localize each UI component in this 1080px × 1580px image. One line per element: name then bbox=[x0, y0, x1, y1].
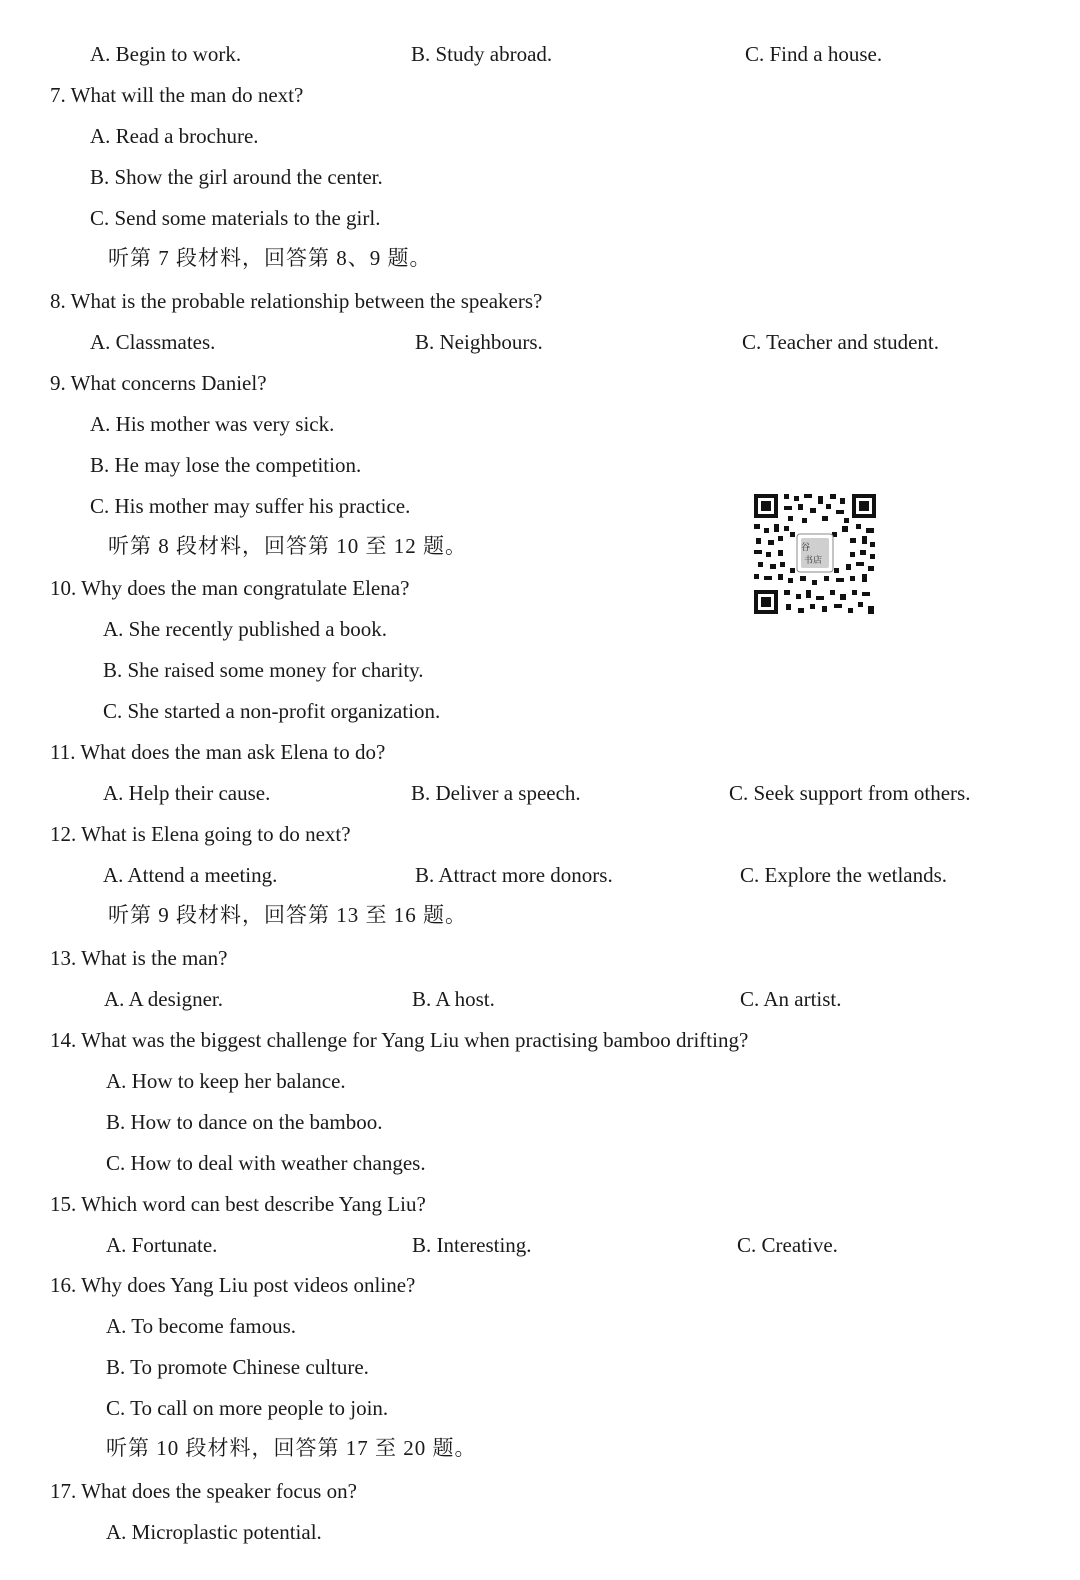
q9-option-c: C. His mother may suffer his practice. bbox=[90, 494, 411, 518]
q7-option-b: B. Show the girl around the center. bbox=[90, 165, 383, 189]
q7-option-c: C. Send some materials to the girl. bbox=[90, 206, 381, 230]
q14-question: 14. What was the biggest challenge for Yang Liu when practising bamboo drifting? bbox=[50, 1028, 749, 1052]
q16-question: 16. Why does Yang Liu post videos online? bbox=[50, 1273, 416, 1297]
qr-center-label: 书店 bbox=[804, 555, 823, 565]
q17-question: 17. What does the speaker focus on? bbox=[50, 1479, 357, 1503]
q9-option-b: B. He may lose the competition. bbox=[90, 453, 362, 477]
q16-option-b: B. To promote Chinese culture. bbox=[106, 1355, 369, 1379]
q13-option-b: B. A host. bbox=[412, 987, 495, 1011]
q15-option-a: A. Fortunate. bbox=[106, 1233, 218, 1257]
q12-option-c: C. Explore the wetlands. bbox=[740, 863, 948, 887]
q12-option-a: A. Attend a meeting. bbox=[103, 863, 278, 887]
q16-option-a: A. To become famous. bbox=[106, 1314, 297, 1338]
q15-option-c: C. Creative. bbox=[737, 1233, 838, 1257]
q12-option-b: B. Attract more donors. bbox=[415, 863, 613, 887]
q7-option-a: A. Read a brochure. bbox=[90, 124, 259, 148]
q8-option-b: B. Neighbours. bbox=[415, 330, 543, 354]
q8-option-a: A. Classmates. bbox=[90, 330, 216, 354]
section-heading-10: 听第 10 段材料，回答第 17 至 20 题。 bbox=[106, 1436, 477, 1460]
q9-option-a: A. His mother was very sick. bbox=[90, 412, 335, 436]
q13-question: 13. What is the man? bbox=[50, 946, 228, 970]
q11-option-a: A. Help their cause. bbox=[103, 781, 271, 805]
q11-question: 11. What does the man ask Elena to do? bbox=[50, 740, 386, 764]
q15-question: 15. Which word can best describe Yang Liu? bbox=[50, 1192, 426, 1216]
section-heading-8: 听第 8 段材料，回答第 10 至 12 题。 bbox=[108, 534, 467, 558]
q14-option-c: C. How to deal with weather changes. bbox=[106, 1151, 426, 1175]
q14-option-a: A. How to keep her balance. bbox=[106, 1069, 346, 1093]
q11-option-b: B. Deliver a speech. bbox=[411, 781, 581, 805]
q6-option-a: A. Begin to work. bbox=[90, 42, 242, 66]
q10-option-b: B. She raised some money for charity. bbox=[103, 658, 424, 682]
q14-option-b: B. How to dance on the bamboo. bbox=[106, 1110, 383, 1134]
q7-question: 7. What will the man do next? bbox=[50, 83, 304, 107]
qr-center-sub: 谷 bbox=[801, 542, 811, 552]
q10-question: 10. Why does the man congratulate Elena? bbox=[50, 576, 410, 600]
q8-option-c: C. Teacher and student. bbox=[742, 330, 939, 354]
q13-option-c: C. An artist. bbox=[740, 987, 842, 1011]
q6-option-c: C. Find a house. bbox=[745, 42, 883, 66]
q11-option-c: C. Seek support from others. bbox=[729, 781, 971, 805]
q12-question: 12. What is Elena going to do next? bbox=[50, 822, 351, 846]
section-heading-9: 听第 9 段材料，回答第 13 至 16 题。 bbox=[108, 903, 467, 927]
q13-option-a: A. A designer. bbox=[104, 987, 223, 1011]
q16-option-c: C. To call on more people to join. bbox=[106, 1396, 389, 1420]
q10-option-c: C. She started a non-profit organization. bbox=[103, 699, 441, 723]
q15-option-b: B. Interesting. bbox=[412, 1233, 532, 1257]
q10-option-a: A. She recently published a book. bbox=[103, 617, 388, 641]
q9-question: 9. What concerns Daniel? bbox=[50, 371, 267, 395]
q8-question: 8. What is the probable relationship between the speakers? bbox=[50, 289, 543, 313]
q6-option-b: B. Study abroad. bbox=[411, 42, 553, 66]
section-heading-7: 听第 7 段材料，回答第 8、9 题。 bbox=[108, 246, 432, 270]
q17-option-a: A. Microplastic potential. bbox=[106, 1520, 322, 1544]
